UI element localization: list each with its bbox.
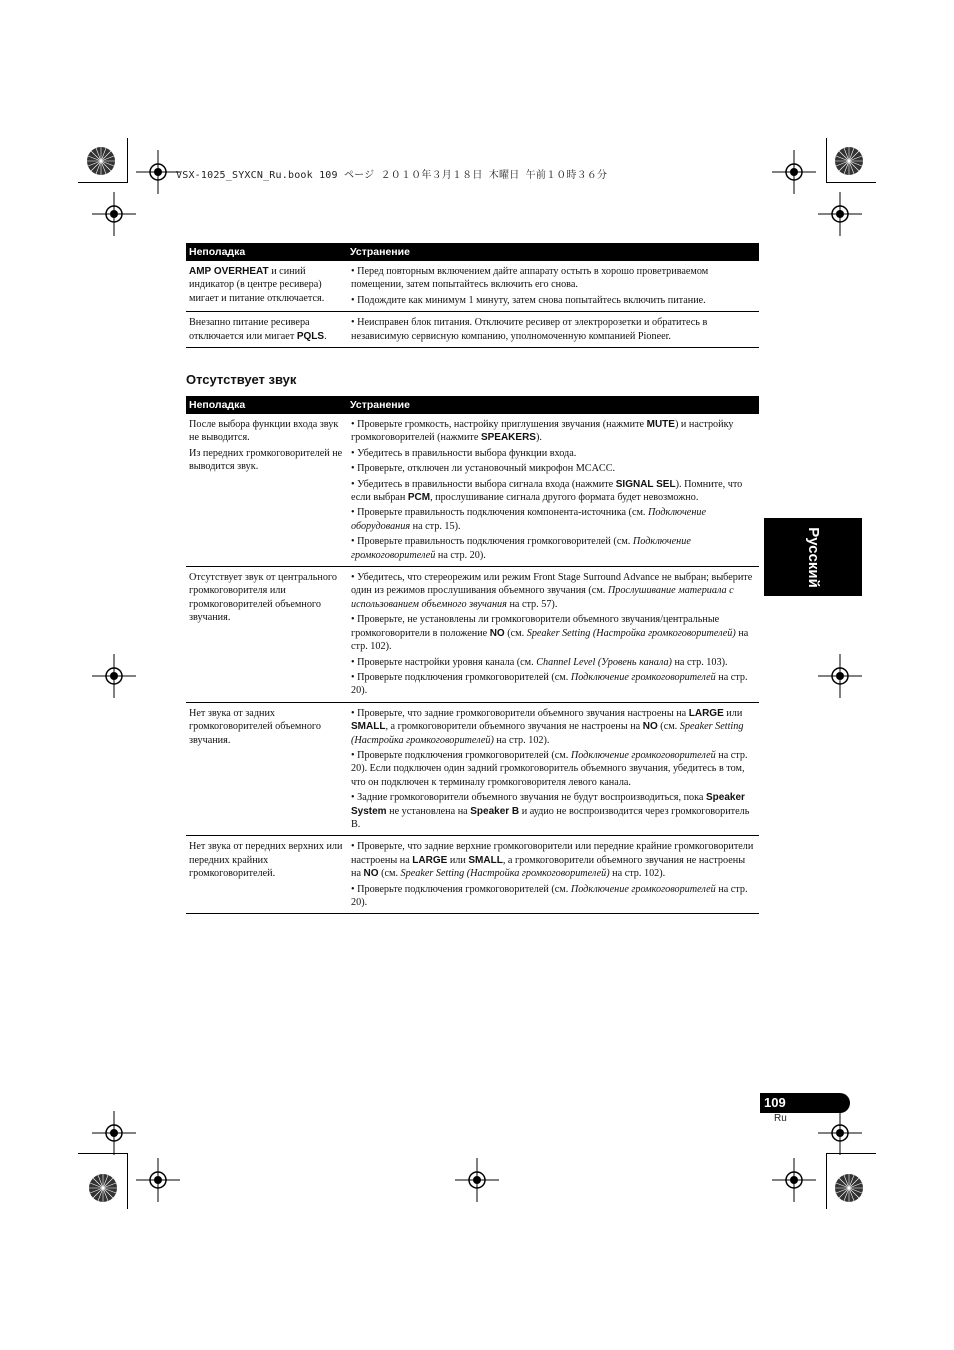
table-row [186,312,759,348]
remedy-item: • Перед повторным включением дайте аппарату остыть в хорошо проветриваемом помещении, затем попытайтесь включить его снова. [351,266,709,291]
remedy-item: • Проверьте настройки уровня канала (см. Channel Level (Уровень канала) на стр. 103). [351,656,728,668]
column-header-problem: Неполадка [186,396,347,414]
print-header: VSX-1025_SYXCN_Ru.book 109 ページ ２０１０年３月１８日 木曜日 午前１０時３６分 [176,170,608,181]
registration-crosshair-icon [772,150,816,194]
table-row [186,567,759,703]
remedy-cell [347,312,759,348]
table-header-row [186,243,759,261]
table-row [186,836,759,914]
registration-sunburst-icon [88,1173,118,1203]
problem-text: После выбора функции входа звук не выводится. [189,419,339,444]
remedy-cell [347,261,759,312]
crop-mark [127,138,128,183]
crop-mark [78,1153,128,1154]
registration-sunburst-icon [86,146,116,176]
table-row [186,261,759,312]
problem-cell: Внезапно питание ресивера отключается или мигает PQLS. [186,312,347,348]
problem-cell: Нет звука от задних громкоговорителей объемного звучания. [186,702,347,836]
table-header-row [186,396,759,414]
problem-cell: Отсутствует звук от центрального громкоговорителя или громкоговорителей объемного звучания. [186,567,347,703]
problem-cell [186,414,347,567]
remedy-cell [347,702,759,836]
crop-mark [78,182,128,183]
problem-cell: Нет звука от передних верхних или передних крайних громкоговорителей. [186,836,347,914]
registration-crosshair-icon [92,192,136,236]
troubleshooting-table-no-sound [186,396,759,914]
remedy-cell [347,567,759,703]
remedy-item: • Проверьте, что задние громкоговорители объемного звучания настроены на LARGE или SMALL, а громкоговорители объемного звучания не настроены на NO (см. Speaker Setting (Настройка громкоговорителей) на стр. 102). [351,707,744,746]
crop-mark [826,138,827,183]
remedy-item: • Подождите как минимум 1 минуту, затем снова попытайтесь включить питание. [351,294,706,306]
remedy-item: • Неисправен блок питания. Отключите ресивер от электророзетки и обратитесь в независимую сервисную компанию, уполномоченную компанией Pioneer. [351,317,708,342]
registration-crosshair-icon [818,1111,862,1155]
language-side-tab-label: Русский [804,526,822,588]
registration-sunburst-icon [834,1173,864,1203]
registration-crosshair-icon [818,192,862,236]
crop-mark [127,1153,128,1209]
remedy-item: • Убедитесь в правильности выбора функции входа. [351,447,577,459]
registration-crosshair-icon [455,1158,499,1202]
section-title: Отсутствует звук [186,372,297,387]
column-header-problem: Неполадка [186,243,347,261]
page-number: 109 [760,1093,850,1113]
remedy-item: • Проверьте громкость, настройку приглушения звучания (нажмите MUTE) и настройку громкоговорителей (нажмите SPEAKERS). [351,419,734,444]
column-header-remedy: Устранение [347,396,759,414]
remedy-item: • Проверьте, отключен ли установочный микрофон MCACC. [351,463,616,475]
registration-crosshair-icon [136,150,180,194]
remedy-item: • Проверьте правильность подключения компонента-источника (см. Подключение оборудования на стр. 15). [351,507,706,532]
registration-crosshair-icon [136,1158,180,1202]
remedy-item: • Убедитесь, что стереорежим или режим Front Stage Surround Advance не выбран; выберите один из режимов прослушивания объемного звучания (см. Прослушивание материала с использованием объемного звучания на стр. 57). [351,572,753,610]
problem-cell: AMP OVERHEAT и синий индикатор (в центре ресивера) мигает и питание отключается. [186,261,347,312]
remedy-cell [347,414,759,567]
troubleshooting-table-power [186,243,759,348]
remedy-item: • Проверьте подключения громкоговорителей (см. Подключение громкоговорителей на стр. 20). [351,671,748,697]
language-side-tab [764,518,862,596]
page-language-code: Ru [774,1113,787,1124]
remedy-item: • Проверьте правильность подключения громкоговорителей (см. Подключение громкоговорителей на стр. 20). [351,536,691,561]
crop-mark [826,1153,876,1154]
registration-sunburst-icon [834,146,864,176]
remedy-cell [347,836,759,914]
registration-crosshair-icon [772,1158,816,1202]
table-row [186,702,759,836]
remedy-item: • Проверьте подключения громкоговорителей (см. Подключение громкоговорителей на стр. 20). [351,883,748,908]
table-row [186,414,759,567]
remedy-item: • Задние громкоговорители объемного звучания не будут воспроизводиться, пока Speaker System не установлена на Speaker B и аудио не воспроизводится через громкоговоритель B. [351,792,750,830]
registration-crosshair-icon [818,654,862,698]
remedy-item: • Проверьте, что задние верхние громкоговорители или передние крайние громкоговорители настроены на LARGE или SMALL, а громкоговорители объемного звучания не настроены на NO (см. Speaker Setting (Настройка громкоговорителей) на стр. 102). [351,841,754,880]
remedy-item: • Убедитесь в правильности выбора сигнала входа (нажмите SIGNAL SEL). Помните, что если выбран PCM, прослушивание сигнала другого формата будет невозможно. [351,478,743,504]
crop-mark [826,1153,827,1209]
remedy-item: • Проверьте, не установлены ли громкоговорители объемного звучания/центральные громкоговорители в положение NO (см. Speaker Setting (Настройка громкоговорителей) на стр. 102). [351,614,749,653]
registration-crosshair-icon [92,654,136,698]
crop-mark [826,182,876,183]
problem-text: Из передних громкоговорителей не выводится звук. [189,447,343,473]
remedy-item: • Проверьте подключения громкоговорителей (см. Подключение громкоговорителей на стр. 20). Если подключен один задний громкоговоритель объемного звучания, убедитесь в том, что он подключен к терминалу громкоговорителя левого канала. [351,749,748,788]
registration-crosshair-icon [92,1111,136,1155]
column-header-remedy: Устранение [347,243,759,261]
